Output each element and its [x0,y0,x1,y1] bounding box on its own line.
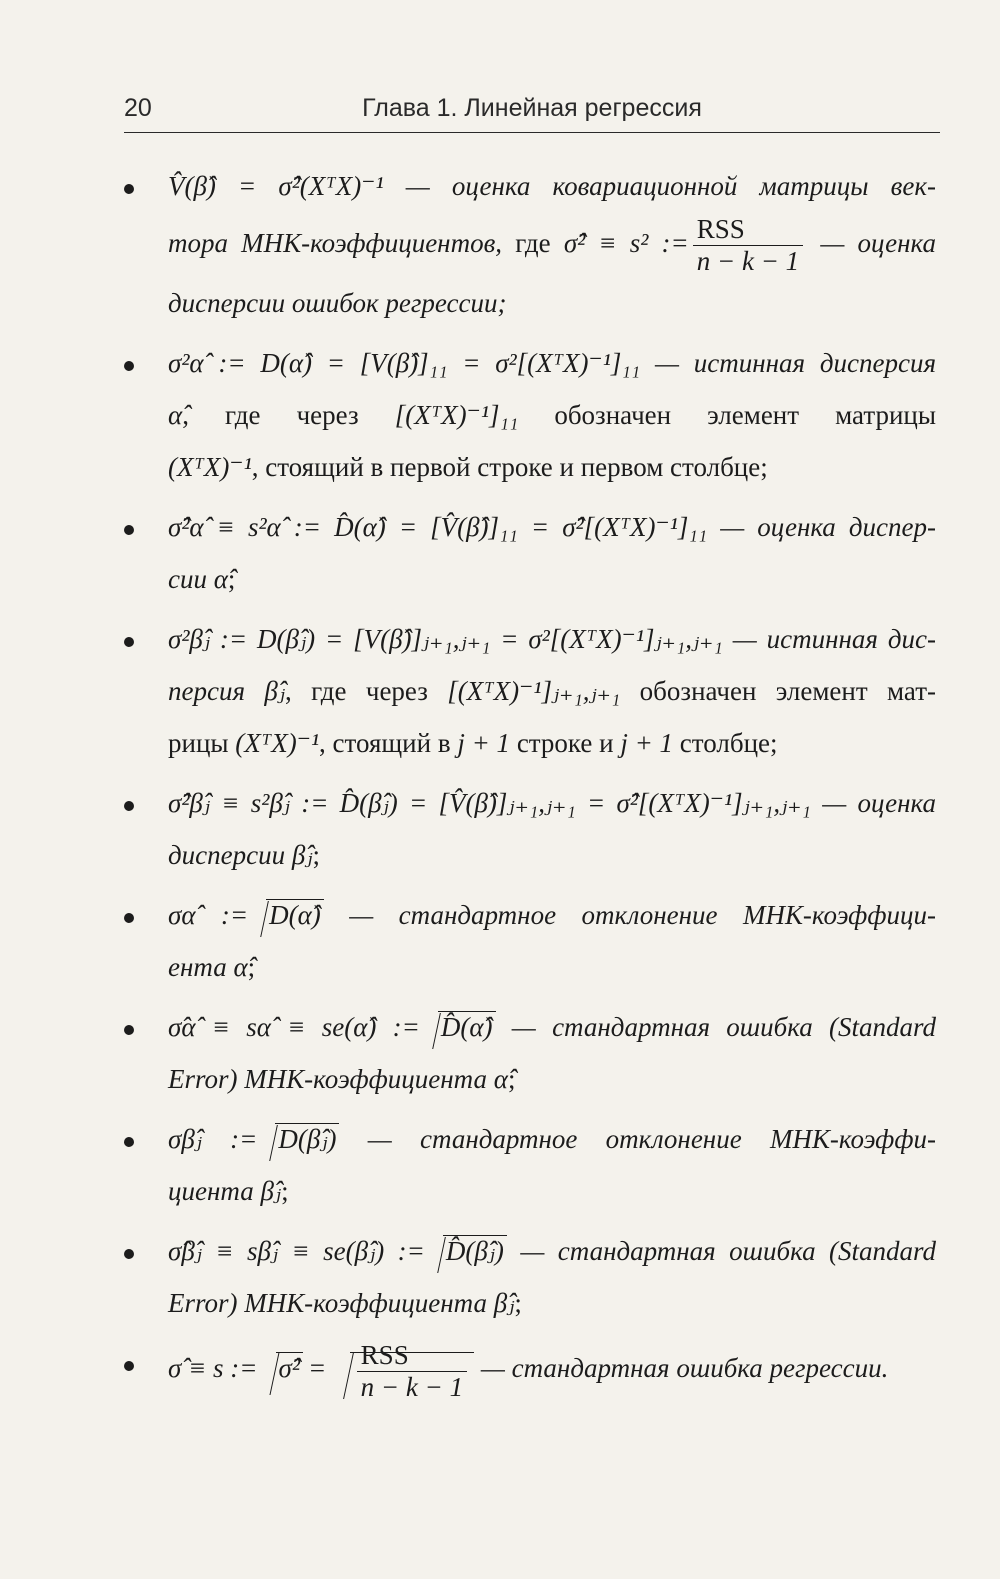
formula: σα̂ := [168,900,249,931]
description: Error) МНК-коэффициента [168,1288,494,1319]
text: , где через [182,400,395,431]
square-root [334,1337,474,1402]
text-line [168,212,936,277]
description: дисперсии ошибок регрессии; [168,288,507,319]
formula: σ²α̂ := D(α̂) = [V(β̂)]₁₁ = σ²[(XᵀX)⁻¹]₁₁ [168,348,641,379]
text-line [168,613,936,665]
formula: σβ̂ⱼ := [168,1124,258,1155]
text: столбце; [673,728,778,759]
description: — оценка [810,788,937,819]
bullet-icon [124,184,134,194]
description: — стандартное отклонение МНК-коэффици- [323,900,936,931]
formula: j + 1 [620,728,674,759]
text-line [168,941,936,993]
radicand: D(α̂) [266,899,324,930]
list-item [124,160,936,329]
bullet-icon [124,801,134,811]
description: персия [168,676,265,707]
text-line [168,277,936,329]
list-item [124,889,936,993]
description: — стандартное отклонение МНК-коэффи- [339,1124,936,1155]
fraction-numerator: RSS [357,1340,467,1372]
formula: [(XᵀX)⁻¹]₁₁ [394,400,519,431]
formula: β̂ⱼ [264,676,285,707]
formula: σ̂² ≡ s² := [563,228,689,258]
text-line [168,441,936,493]
definition-list [124,160,936,1411]
punctuation: ; [281,1176,289,1207]
running-header [124,92,940,133]
formula: α̂ [233,952,248,983]
chapter-title: Глава 1. Линейная регрессия [362,94,702,122]
formula: j + 1 [457,728,511,759]
bullet-icon [124,1025,134,1035]
bullet-icon [124,525,134,535]
bullet-icon [124,913,134,923]
text-line [168,160,936,212]
fraction-numerator: RSS [693,214,803,246]
square-root [422,1001,496,1053]
description: — стандартная ошибка регрессии. [474,1353,889,1384]
formula: σ̂α̂ ≡ sα̂ ≡ se(α̂) := [168,1012,420,1043]
punctuation: ; [507,1064,516,1095]
text: обозначен элемент мат- [620,676,936,707]
description: циента [168,1176,261,1207]
formula: σ²β̂ⱼ := D(β̂ⱼ) = [V(β̂)]ⱼ₊₁,ⱼ₊₁ = σ²[(XᵀX)⁻¹]ⱼ₊₁,ⱼ₊₁ [168,624,723,655]
list-item [124,613,936,769]
description: — истинная дис- [722,624,937,655]
bullet-icon [124,1249,134,1259]
formula: σ̂²α̂ ≡ s²α̂ := D̂(α̂) = [V̂(β̂)]₁₁ = σ̂²[(XᵀX)⁻¹]₁₁ [168,512,708,543]
formula: (XᵀX)⁻¹ [235,728,320,759]
description: — стандартная ошибка (Standard [506,1236,936,1267]
list-item [124,777,936,881]
radicand [350,1339,474,1402]
bullet-icon [124,1361,134,1371]
description: дисперсии [168,840,292,871]
text: обозначен элемент матрицы [518,400,936,431]
text-line [168,1001,936,1053]
text: , где через [284,676,448,707]
description: — истинная дисперсия [640,348,936,379]
text: , стоящий в [319,728,458,759]
text-line [168,337,936,389]
list-item [124,1337,936,1402]
fraction [693,214,803,277]
description: — оценка ковариационной матрицы век- [383,171,936,201]
text-line [168,1113,936,1165]
square-root [260,1337,303,1399]
bullet-icon [124,361,134,371]
text-line [168,1277,936,1329]
formula: (XᵀX)⁻¹ [168,452,252,483]
radicand: D̂(β̂ⱼ) [443,1235,507,1266]
fraction [357,1340,467,1403]
formula: β̂ⱼ [260,1176,282,1207]
list-item [124,1001,936,1105]
text-line [168,389,936,441]
text-line [168,553,936,605]
formula: α̂ [168,400,183,431]
radicand: D̂(α̂) [438,1011,496,1042]
bullet-icon [124,1137,134,1147]
formula: β̂ⱼ [493,1288,515,1319]
description: — оценка диспер- [707,512,936,543]
fraction-denominator: n − k − 1 [696,246,800,277]
square-root [427,1225,507,1277]
text-line [168,1337,936,1402]
formula: [(XᵀX)⁻¹]ⱼ₊₁,ⱼ₊₁ [447,676,621,707]
punctuation: ; [312,840,320,871]
description: — оценка [807,228,936,258]
description: ента [168,952,234,983]
formula: σ̂β̂ⱼ ≡ sβ̂ⱼ ≡ se(β̂ⱼ) := [168,1236,425,1267]
text-line [168,829,936,881]
text-line [168,665,936,717]
page-number: 20 [124,94,152,122]
list-item [124,501,936,605]
text-line [168,501,936,553]
text-line [168,889,936,941]
text-line [168,1165,936,1217]
radicand: σ̂² [276,1352,303,1383]
formula: σ̂ ≡ s := [168,1353,258,1384]
list-item [124,1113,936,1217]
text-line [168,1225,936,1277]
description: Error) МНК-коэффициента [168,1064,494,1095]
text: , стоящий в первой строке и первом столбце; [251,452,768,483]
description: — стандартная ошибка (Standard [495,1012,936,1043]
formula: σ̂²β̂ⱼ ≡ s²β̂ⱼ := D̂(β̂ⱼ) = [V̂(β̂)]ⱼ₊₁,ⱼ₊₁ = σ̂²[(XᵀX)⁻¹]ⱼ₊₁,ⱼ₊₁ [168,788,811,819]
text: где [502,228,564,258]
formula: β̂ⱼ [291,840,313,871]
formula: V̂(β̂) = σ̂²(XᵀX)⁻¹ [168,171,384,201]
text: рицы [168,728,236,759]
radicand: D(β̂ⱼ) [275,1123,339,1154]
list-item [124,337,936,493]
square-root [250,889,324,941]
description: сии [168,564,214,595]
text: строке и [510,728,621,759]
text: = [302,1353,332,1384]
text-line [168,717,936,769]
list-item [124,1225,936,1329]
punctuation: ; [227,564,236,595]
bullet-icon [124,637,134,647]
punctuation: ; [514,1288,522,1319]
punctuation: ; [247,952,256,983]
description: тора МНК-коэффициентов, [168,228,503,258]
text-line [168,1053,936,1105]
text-line [168,777,936,829]
square-root [259,1113,339,1165]
fraction-denominator: n − k − 1 [360,1371,464,1402]
formula: α̂ [493,1064,508,1095]
formula: α̂ [213,564,228,595]
